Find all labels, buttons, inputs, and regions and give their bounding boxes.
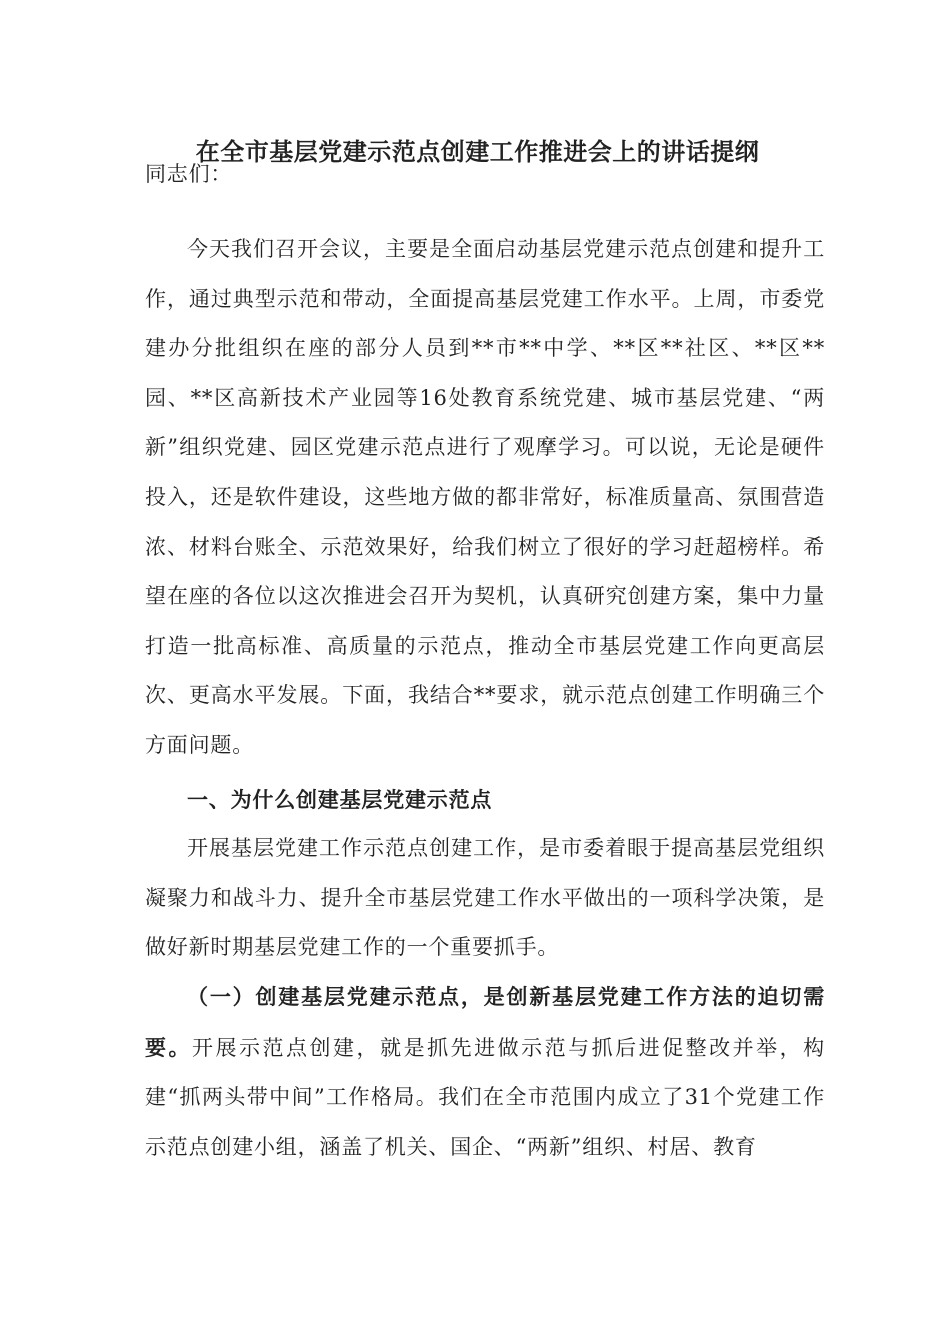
section-heading-1: 一、为什么创建基层党建示范点 (187, 787, 493, 812)
paragraph-intro: 今天我们召开会议，主要是全面启动基层党建示范点创建和提升工作，通过典型示范和带动，全面提高基层党建工作水平。上周，市委党建办分批组织在座的部分人员到**市**中学、**区**社区、**区**园、**区高新技术产业园等16处教育系统党建、城市基层党建、“两新”组织党建、园区党建示范点进行了观摩学习。可以说，无论是硬件投入，还是软件建设，这些地方做的都非常好，标准质量高、氛围营造浓、材料台账全、示范效果好，给我们树立了很好的学习赶超榜样。希望在座的各位以这次推进会召开为契机，认真研究创建方案，集中力量打造一批高标准、高质量的示范点，推动全市基层党建工作向更高层次、更高水平发展。下面，我结合**要求，就示范点创建工作明确三个方面问题。 (145, 237, 825, 757)
paragraph-section-1: 开展基层党建工作示范点创建工作，是市委着眼于提高基层党组织凝聚力和战斗力、提升全市基层党建工作水平做出的一项科学决策，是做好新时期基层党建工作的一个重要抓手。 (145, 836, 825, 960)
paragraph-subsection-1 (145, 972, 825, 1172)
document-title: 在全市基层党建示范点创建工作推进会上的讲话提纲 (195, 137, 760, 166)
subsection-body-1: 开展示范点创建，就是抓先进做示范与抓后进促整改并举，构建“抓两头带中间”工作格局。我们在全市范围内成立了31个党建工作示范点创建小组，涵盖了机关、国企、“两新”组织、村居、教育 (145, 1035, 825, 1159)
subsection-heading-1: （一）创建基层党建示范点，是创新基层党建工作方法的迫切需要。 (145, 984, 825, 1060)
salutation: 同志们： (145, 162, 233, 186)
